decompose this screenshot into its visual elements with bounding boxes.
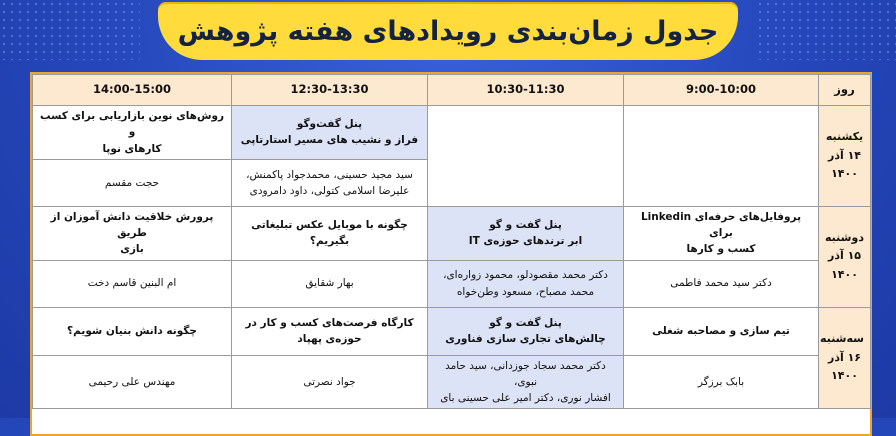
session-subtitle: کسب و کارها xyxy=(686,243,756,256)
speakers-cell xyxy=(428,260,624,307)
speakers-line: جواد نصرتی xyxy=(303,375,356,388)
speakers-cell xyxy=(33,355,232,409)
day-year: ۱۴۰۰ xyxy=(831,369,858,383)
day-date: ۱۶ آذر xyxy=(827,350,861,364)
session-title: پرورش خلاقیت دانش آموزان از طریق xyxy=(50,210,214,240)
session-subtitle: ابر ترندهای حوزه‌ی IT xyxy=(468,235,583,248)
table-row xyxy=(33,307,871,355)
day-name: دوشنبه xyxy=(825,230,864,244)
session-title-cell xyxy=(624,307,819,355)
speakers-cell xyxy=(428,355,624,409)
day-year: ۱۴۰۰ xyxy=(831,167,858,181)
header-slot-2: 10:30-11:30 xyxy=(428,75,624,106)
session-title: پنل گفت و گو xyxy=(489,316,562,329)
session-title: پنل گفت و گو xyxy=(489,218,562,231)
session-title: پنل گفت‌وگو xyxy=(296,118,363,131)
schedule-table xyxy=(32,74,871,409)
page-title: جدول زمان‌بندی رویدادهای هفته پژوهش xyxy=(177,15,719,47)
schedule-sheet xyxy=(30,72,872,436)
table-row xyxy=(33,106,871,160)
session-title: پروفایل‌های حرفه‌ای Linkedin برای xyxy=(640,210,802,240)
session-title: روش‌های نوین بازاریابی برای کسب و xyxy=(39,110,225,139)
speakers-line: دکتر سید محمد فاطمی xyxy=(670,277,772,290)
speakers-cell xyxy=(624,260,819,307)
speakers-line: بابک برزگر xyxy=(697,375,745,388)
session-subtitle: بازی xyxy=(120,243,144,256)
day-date: ۱۵ آذر xyxy=(827,249,861,263)
decorative-dots-left xyxy=(0,0,140,60)
session-title-cell xyxy=(624,206,819,260)
empty-cell xyxy=(624,106,819,207)
session-title: تیم سازی و مصاحبه شغلی xyxy=(652,324,790,337)
speakers-line: ام البنین قاسم دخت xyxy=(87,277,177,290)
empty-cell xyxy=(428,106,624,207)
header-slot-3: 12:30-13:30 xyxy=(232,75,428,106)
speakers-line: بهار شقایق xyxy=(305,277,354,290)
session-title-cell xyxy=(33,106,232,160)
speakers-cell xyxy=(232,355,428,409)
session-title-cell xyxy=(33,307,232,355)
speakers-cell xyxy=(33,159,232,206)
day-cell-sunday xyxy=(819,106,871,207)
day-date: ۱۴ آذر xyxy=(827,148,861,162)
session-title-cell xyxy=(232,206,428,260)
session-subtitle: حوزه‌ی پهپاد xyxy=(297,333,362,346)
session-title: چگونه با موبایل عکس تبلیغاتی بگیریم؟ xyxy=(251,218,408,248)
speakers-cell xyxy=(232,159,428,206)
speakers-cell xyxy=(33,260,232,307)
speakers-cell xyxy=(232,260,428,307)
session-subtitle: چالش‌های تجاری سازی فناوری xyxy=(445,333,606,346)
session-title-cell xyxy=(33,206,232,260)
session-subtitle: فراز و نشیب های مسیر استارتاپی xyxy=(240,134,419,147)
speakers-line: دکتر محمد سجاد جوزدانی، سید حامد نبوی، xyxy=(445,359,606,388)
speakers-line: دکتر محمد مقصودلو، محمود زواره‌ای، xyxy=(443,269,608,282)
session-subtitle: کارهای نوپا xyxy=(102,142,162,155)
session-title-cell xyxy=(232,106,428,160)
speakers-line: مهندس علی رحیمی xyxy=(88,375,176,388)
header-day: روز xyxy=(819,75,871,106)
speakers-cell xyxy=(624,355,819,409)
speakers-line: محمد مصباح، مسعود وطن‌خواه xyxy=(456,285,595,298)
table-row xyxy=(33,206,871,260)
day-cell-tuesday xyxy=(819,307,871,409)
speakers-line: سید مجید حسینی، محمدجواد پاکمنش، xyxy=(246,168,413,181)
title-banner xyxy=(158,2,738,60)
session-title: چگونه دانش بنیان شویم؟ xyxy=(67,324,197,337)
speakers-line: افشار نوری، دکتر امیر علی حسینی بای xyxy=(440,392,611,405)
header-slot-4: 14:00-15:00 xyxy=(33,75,232,106)
table-row xyxy=(33,260,871,307)
day-cell-monday xyxy=(819,206,871,307)
day-year: ۱۴۰۰ xyxy=(831,268,858,282)
session-title-cell xyxy=(232,307,428,355)
speakers-line: حجت مقسم xyxy=(104,176,160,189)
day-name: سه‌شنبه xyxy=(820,331,864,345)
session-title: کارگاه فرصت‌های کسب و کار در xyxy=(245,316,414,329)
table-row xyxy=(33,355,871,409)
speakers-line: علیرضا اسلامی کتولی، داود دامرودی xyxy=(249,184,410,197)
session-title-cell xyxy=(428,206,624,260)
header-row xyxy=(33,75,871,106)
header-slot-1: 9:00-10:00 xyxy=(624,75,819,106)
decorative-dots-right xyxy=(756,0,896,60)
day-name: یکشنبه xyxy=(825,129,864,143)
session-title-cell xyxy=(428,307,624,355)
